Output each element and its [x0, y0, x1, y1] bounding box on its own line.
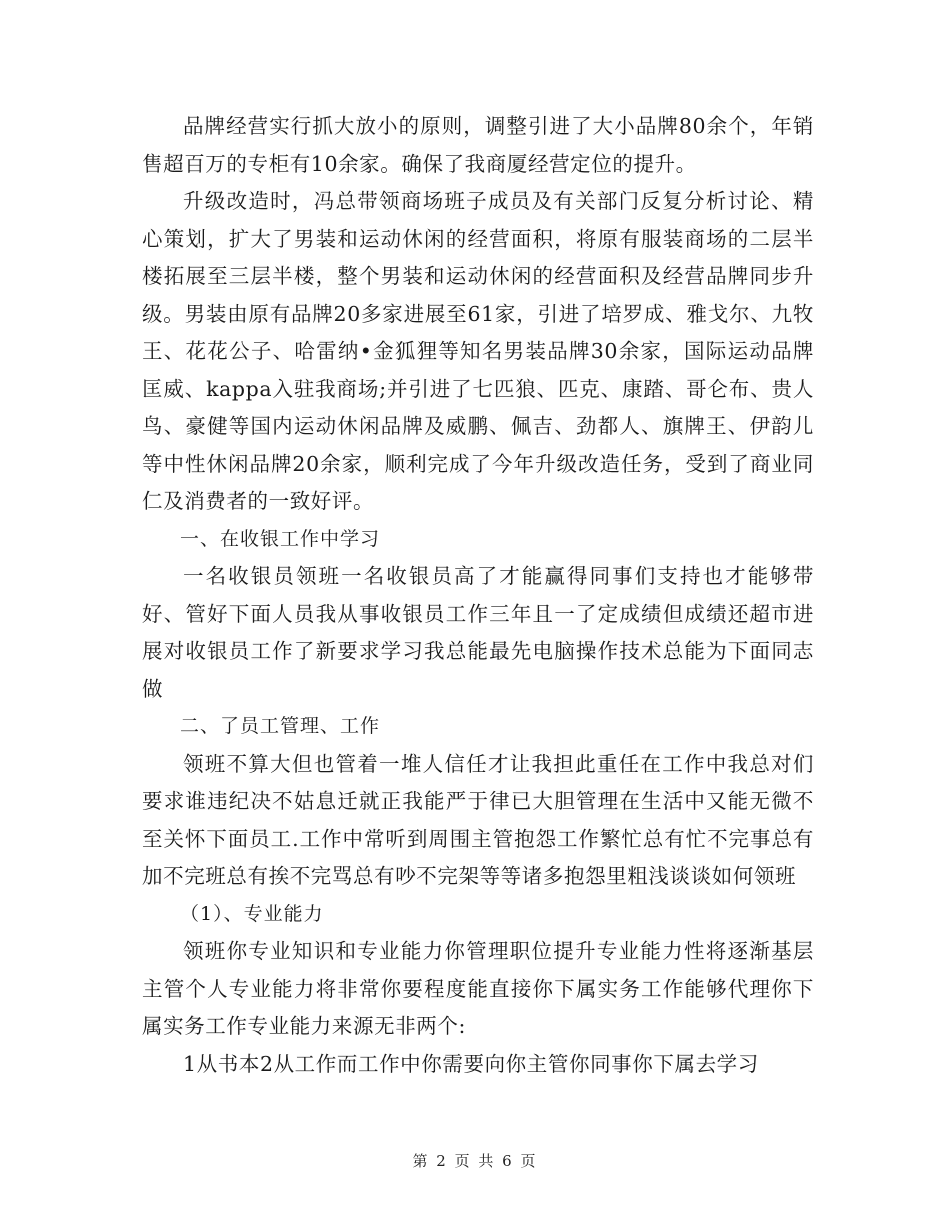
- paragraph-staff-management: 领班不算大但也管着一堆人信任才让我担此重任在工作中我总对们要求谁违纪决不姑息迁就正我能严于律已大胆管理在生活中又能无微不至关怀下面员工.工作中常听到周围主管抱怨工作繁忙总有忙不完事总有加不完班总有挨不完骂总有吵不完架等等诸多抱怨里粗浅谈谈如何领班: [142, 751, 814, 888]
- section-heading-cashier-learning: 一、在收银工作中学习: [180, 527, 381, 550]
- section-heading-professional-ability: （1）、专业能力: [180, 902, 324, 925]
- section-heading-staff-management: 二、了员工管理、工作: [180, 715, 381, 737]
- paragraph-cashier-learning: 一名收银员领班一名收银员高了才能赢得同事们支持也才能够带好、管好下面人员我从事收银员工作三年且一了定成绩但成绩还超市进展对收银员工作了新要求学习我总能最先电脑操作技术总能为下面同志做: [142, 564, 814, 701]
- page-number-footer: 第 2 页 共 6 页: [412, 1152, 538, 1170]
- document-body: [142, 108, 814, 1083]
- paragraph-professional-ability: 领班你专业知识和专业能力你管理职位提升专业能力性将逐渐基层主管个人专业能力将非常你要程度能直接你下属实务工作能够代理你下属实务工作专业能力来源无非两个:: [142, 939, 814, 1038]
- paragraph-brand-management: 品牌经营实行抓大放小的原则，调整引进了大小品牌80余个，年销售超百万的专柜有10余家。确保了我商厦经营定位的提升。: [142, 114, 814, 176]
- paragraph-learning-sources: 1从书本2从工作而工作中你需要向你主管你同事你下属去学习: [183, 1051, 759, 1076]
- paragraph-upgrade-renovation: 升级改造时，冯总带领商场班子成员及有关部门反复分析讨论、精心策划，扩大了男装和运动休闲的经营面积，将原有服装商场的二层半楼拓展至三层半楼，整个男装和运动休闲的经营面积及经营品牌同步升级。男装由原有品牌20多家进展至61家，引进了培罗成、雅戈尔、九牧王、花花公子、哈雷纳•金狐狸等知名男装品牌30余家，国际运动品牌匡威、kappa入驻我商场;并引进了七匹狼、匹克、康踏、哥仑布、贵人鸟、豪健等国内运动休闲品牌及威鹏、佩吉、劲都人、旗牌王、伊韵儿等中性休闲品牌20余家，顺利完成了今年升级改造任务，受到了商业同仁及消费者的一致好评。: [142, 189, 814, 513]
